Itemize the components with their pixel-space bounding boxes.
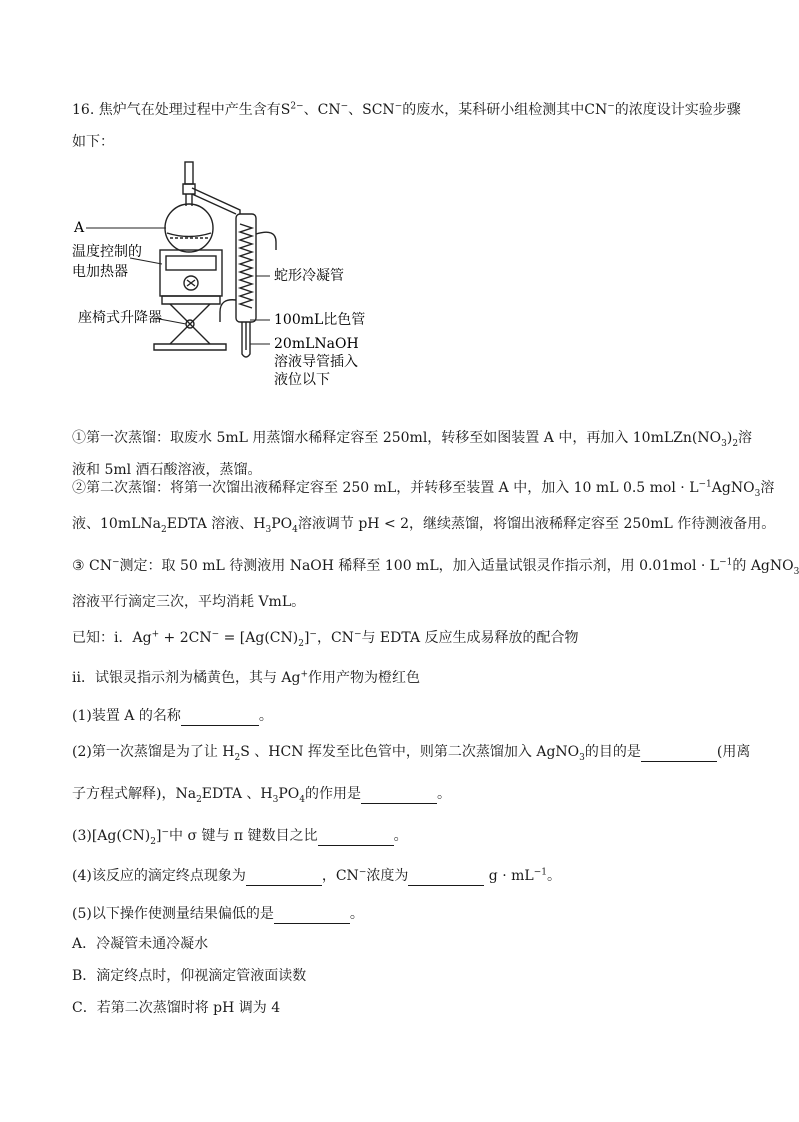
- known-line1: 已知：i．$Ag^+ + 2CN^- = [Ag(CN)_2]^-$，CN−与 EDTA 反应生成易释放的配合物: [72, 629, 579, 649]
- known-line2: ii．试银灵指示剂为橘黄色，其与 Ag+作用产物为橙红色: [72, 669, 421, 686]
- answer-blank[interactable]: [318, 829, 394, 846]
- step2-line2: 液、10mLNa$_2$EDTA 溶液、$H_3PO_4$溶液调节 pH < 2，继续蒸馏，将馏出液稀释定容至 250mL 作待测液备用。: [72, 516, 776, 535]
- intro-text-a: 焦炉气在处理过程中产生含有S: [98, 102, 291, 118]
- answer-blank[interactable]: [181, 709, 259, 726]
- q5: (5)以下操作使测量结果偏低的是 。: [72, 906, 364, 922]
- question-intro-line1: 16. 焦炉气在处理过程中产生含有$S^{2-}$、CN−、SCN−的废水，某科研小组检测其中CN−的浓度设计实验步骤: [72, 101, 741, 118]
- charge-sup: 2−: [290, 101, 304, 112]
- q3: $(3)[Ag(CN)_2]^-$中 σ 键与 π 键数目之比 。: [72, 827, 408, 847]
- label-a: A: [74, 220, 85, 236]
- intro-text-c: 、SCN: [348, 102, 395, 118]
- answer-blank[interactable]: [361, 787, 437, 804]
- label-naoh-1: 20mLNaOH: [274, 336, 359, 352]
- label-naoh-3: 液位以下: [274, 372, 330, 388]
- label-lift: 座椅式升降器: [78, 310, 162, 326]
- option-c[interactable]: C．若第二次蒸馏时将 pH 调为 4: [72, 1000, 281, 1016]
- option-b[interactable]: B．滴定终点时，仰视滴定管液面读数: [72, 968, 307, 984]
- q4: (4)该反应的滴定终点现象为 ，CN−浓度为 $g \cdot mL^{-1}$。: [72, 867, 561, 884]
- label-condenser: 蛇形冷凝管: [274, 268, 344, 284]
- step3-line1: ③ CN−测定：取 50 mL 待测液用 NaOH 稀释至 100 mL，加入适量试银灵作指示剂，用 $0.01mol \cdot L^{-1}$的 AgNO$_3$: [72, 557, 799, 577]
- q1: (1)装置 A 的名称 。: [72, 708, 273, 724]
- step2-line1: ②第二次蒸馏：将第一次馏出液稀释定容至 250 mL，并转移至装置 A 中，加入 10 mL 0.5 mol · $L^{-1}AgNO_3$溶: [72, 479, 775, 499]
- answer-blank[interactable]: [274, 907, 350, 924]
- question-intro-line2: 如下：: [72, 134, 114, 150]
- intro-text-e: 的浓度设计实验步骤: [614, 102, 741, 118]
- q2-line1: (2)第一次蒸馏是为了让 $H_2S$ 、HCN 挥发至比色管中，则第二次蒸馏加入 AgNO$_3$的目的是 (用离: [72, 744, 751, 763]
- answer-blank[interactable]: [641, 745, 717, 762]
- distillation-apparatus-diagram: [70, 158, 370, 390]
- question-number: 16: [72, 102, 90, 118]
- label-naoh-2: 溶液导管插入: [274, 354, 358, 370]
- step3-line2: 溶液平行滴定三次，平均消耗 VmL。: [72, 594, 306, 610]
- step1-line2: 液和 5ml 酒石酸溶液，蒸馏。: [72, 462, 262, 478]
- q2-line2: 子方程式解释)，$Na_2EDTA$ 、$H_3PO_4$的作用是 。: [72, 786, 451, 805]
- charge-sup: −: [340, 101, 349, 112]
- intro-text-d: 的废水，某科研小组检测其中CN: [402, 102, 608, 118]
- label-heater-2: 电加热器: [72, 264, 128, 280]
- charge-sup: −: [607, 101, 615, 112]
- intro-text-b: 、CN: [303, 102, 341, 118]
- option-a[interactable]: A．冷凝管未通冷凝水: [72, 936, 209, 952]
- answer-blank[interactable]: [246, 869, 322, 886]
- step1-text: ①第一次蒸馏：取废水 5mL 用蒸馏水稀释定容至 250ml，转移至如图装置 A 中，再加入 10mLZn: [72, 430, 692, 446]
- step1-line1: ①第一次蒸馏：取废水 5mL 用蒸馏水稀释定容至 250ml，转移至如图装置 A 中，再加入 $10mLZn(NO_3)_2$溶: [72, 430, 753, 449]
- label-tube: 100mL比色管: [274, 312, 366, 328]
- label-heater-1: 温度控制的: [72, 244, 142, 260]
- answer-blank[interactable]: [408, 869, 484, 886]
- charge-sup: −: [394, 101, 403, 112]
